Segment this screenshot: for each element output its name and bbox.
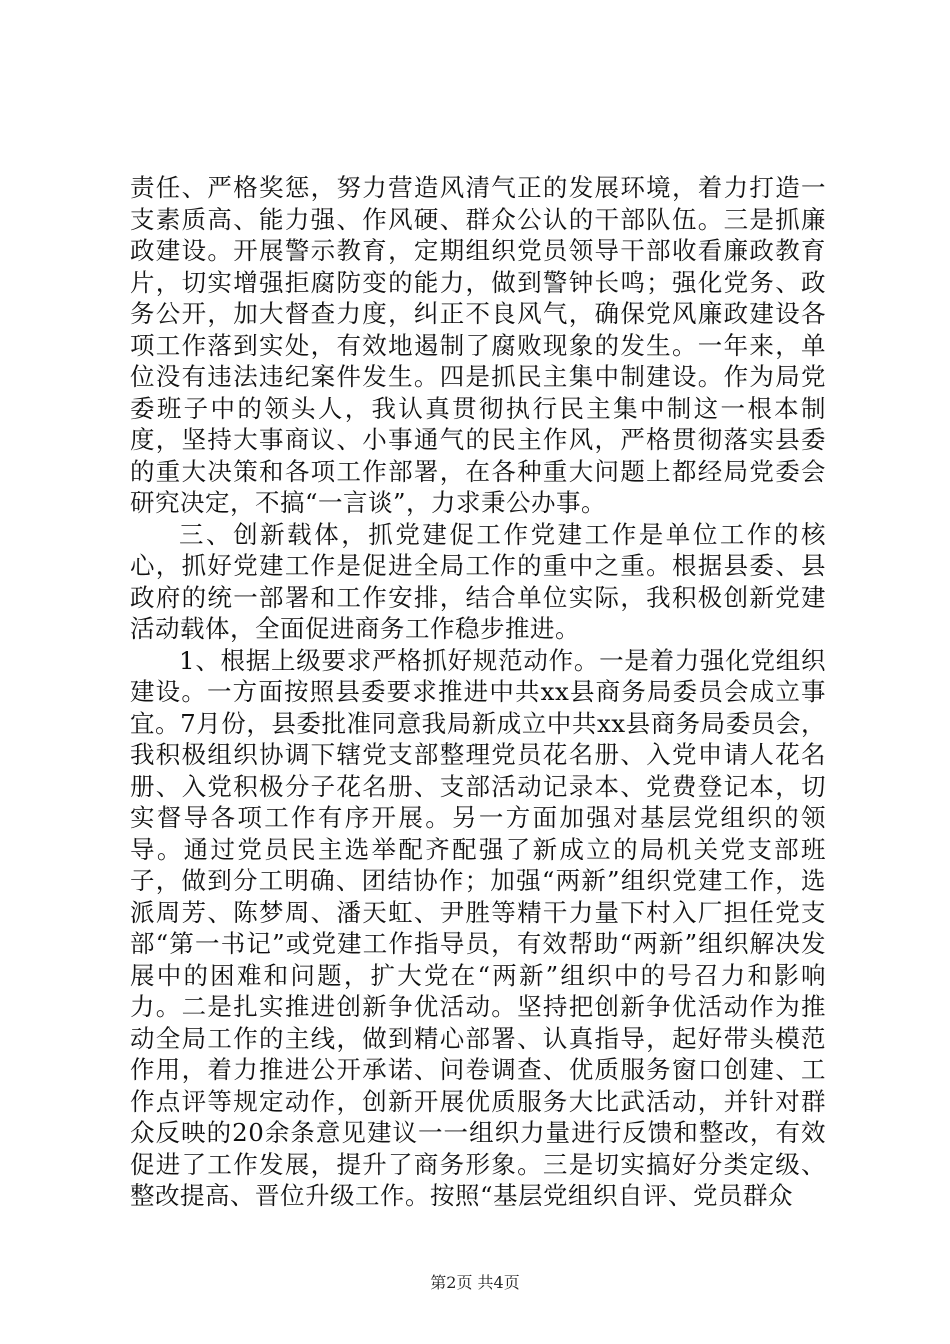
page-footer: 第2页 共4页 [430, 1273, 520, 1292]
paragraph-continuation: 责任、严格奖惩，努力营造风清气正的发展环境，着力打造一支素质高、能力强、作风硬、群众公认的干部队伍。三是抓廉政建设。开展警示教育，定期组织党员领导干部收看廉政教育片，切实增强拒腐防变的能力，做到警钟长鸣；强化党务、政务公开，加大督查力度，纠正不良风气，确保党风廉政建设各项工作落到实处，有效地遏制了腐败现象的发生。一年来，单位没有违法违纪案件发生。四是抓民主集中制建设。作为局党委班子中的领头人，我认真贯彻执行民主集中制这一根本制度，坚持大事商议、小事通气的民主作风，严格贯彻落实县委的重大决策和各项工作部署，在各种重大问题上都经局党委会研究决定，不搞“一言谈”，力求秉公办事。 [130, 173, 826, 517]
paragraph-section-three: 三、创新载体，抓党建促工作党建工作是单位工作的核心，抓好党建工作是促进全局工作的重中之重。根据县委、县政府的统一部署和工作安排，结合单位实际，我积极创新党建活动载体，全面促进商务工作稳步推进。 [130, 519, 826, 643]
paragraph-item-one: 1、根据上级要求严格抓好规范动作。一是着力强化党组织建设。一方面按照县委要求推进中共xx县商务局委员会成立事宜。7月份，县委批准同意我局新成立中共xx县商务局委员会，我积极组织协调下辖党支部整理党员花名册、入党申请人花名册、入党积极分子花名册、支部活动记录本、党费登记本，切实督导各项工作有序开展。另一方面加强对基层党组织的领导。通过党员民主选举配齐配强了新成立的局机关党支部班子，做到分工明确、团结协作；加强“两新”组织党建工作，选派周芳、陈梦周、潘天虹、尹胜等精干力量下村入厂担任党支部“第一书记”或党建工作指导员，有效帮助“两新”组织解决发展中的困难和问题，扩大党在“两新”组织中的号召力和影响力。二是扎实推进创新争优活动。坚持把创新争优活动作为推动全局工作的主线，做到精心部署、认真指导，起好带头模范作用，着力推进公开承诺、问卷调查、优质服务窗口创建、工作点评等规定动作，创新开展优质服务大比武活动，并针对群众反映的20余条意见建议一一组织力量进行反馈和整改，有效促进了工作发展，提升了商务形象。三是切实搞好分类定级、整改提高、晋位升级工作。按照“基层党组织自评、党员群众 [130, 645, 826, 1210]
document-body [130, 172, 826, 1212]
